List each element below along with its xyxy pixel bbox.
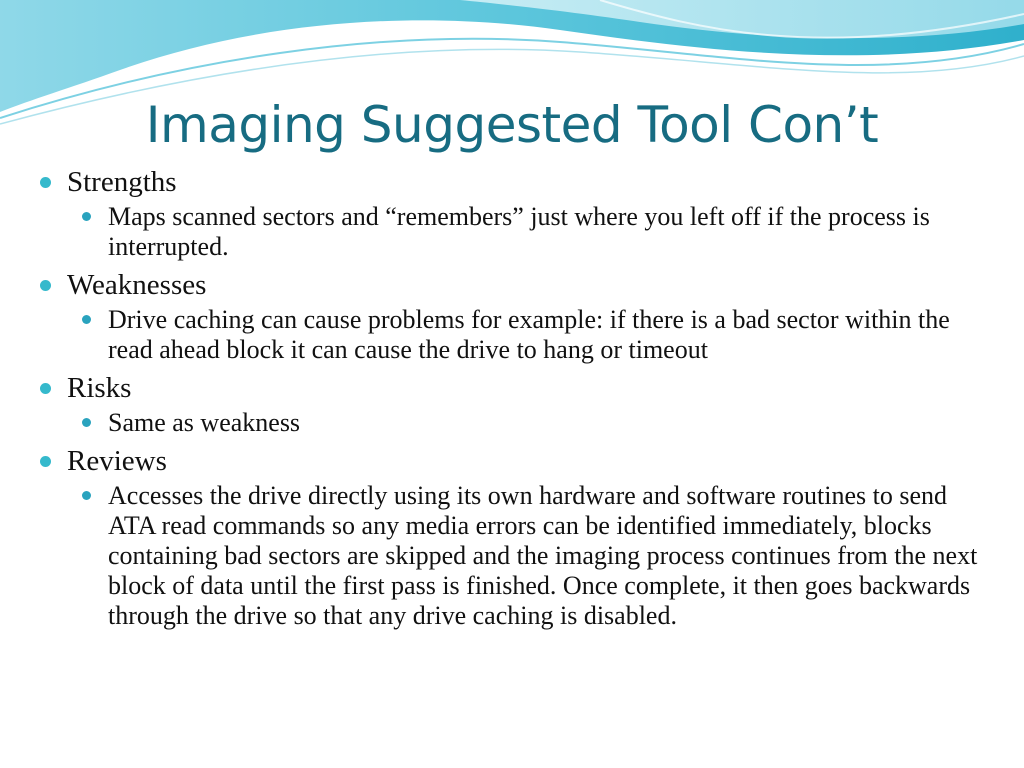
bullet-icon [82, 418, 91, 427]
point-text: Maps scanned sectors and “remembers” just where you left off if the process is interrupted. [108, 202, 930, 261]
section-heading: Strengths [67, 166, 177, 198]
section-point [38, 481, 998, 631]
bullet-icon [40, 280, 51, 291]
slide-title: Imaging Suggested Tool Con’t [145, 96, 879, 154]
bullet-icon [82, 315, 91, 324]
section-heading: Reviews [67, 445, 167, 477]
bullet-icon [40, 456, 51, 467]
bullet-icon [40, 383, 51, 394]
section-heading: Risks [67, 372, 132, 404]
bullet-icon [82, 491, 91, 500]
bullet-icon [40, 177, 51, 188]
section-point [38, 202, 998, 262]
point-text: Accesses the drive directly using its own hardware and software routines to send ATA read commands so any media errors can be identified immediately, blocks containing bad sectors are skipped and the imaging process continues from the next block of data until the first pass is finished. Once complete, it then goes backwards through the drive so that any drive caching is disabled. [108, 481, 978, 630]
section-risks [38, 371, 998, 406]
slide-content [38, 162, 998, 637]
point-text: Same as weakness [108, 408, 301, 437]
section-point [38, 408, 998, 438]
section-point [38, 305, 998, 365]
section-weaknesses [38, 268, 998, 303]
section-reviews [38, 444, 998, 479]
bullet-icon [82, 212, 91, 221]
section-heading: Weaknesses [67, 269, 207, 301]
section-strengths [38, 165, 998, 200]
point-text: Drive caching can cause problems for example: if there is a bad sector within the read ahead block it can cause the drive to hang or timeout [108, 305, 950, 364]
